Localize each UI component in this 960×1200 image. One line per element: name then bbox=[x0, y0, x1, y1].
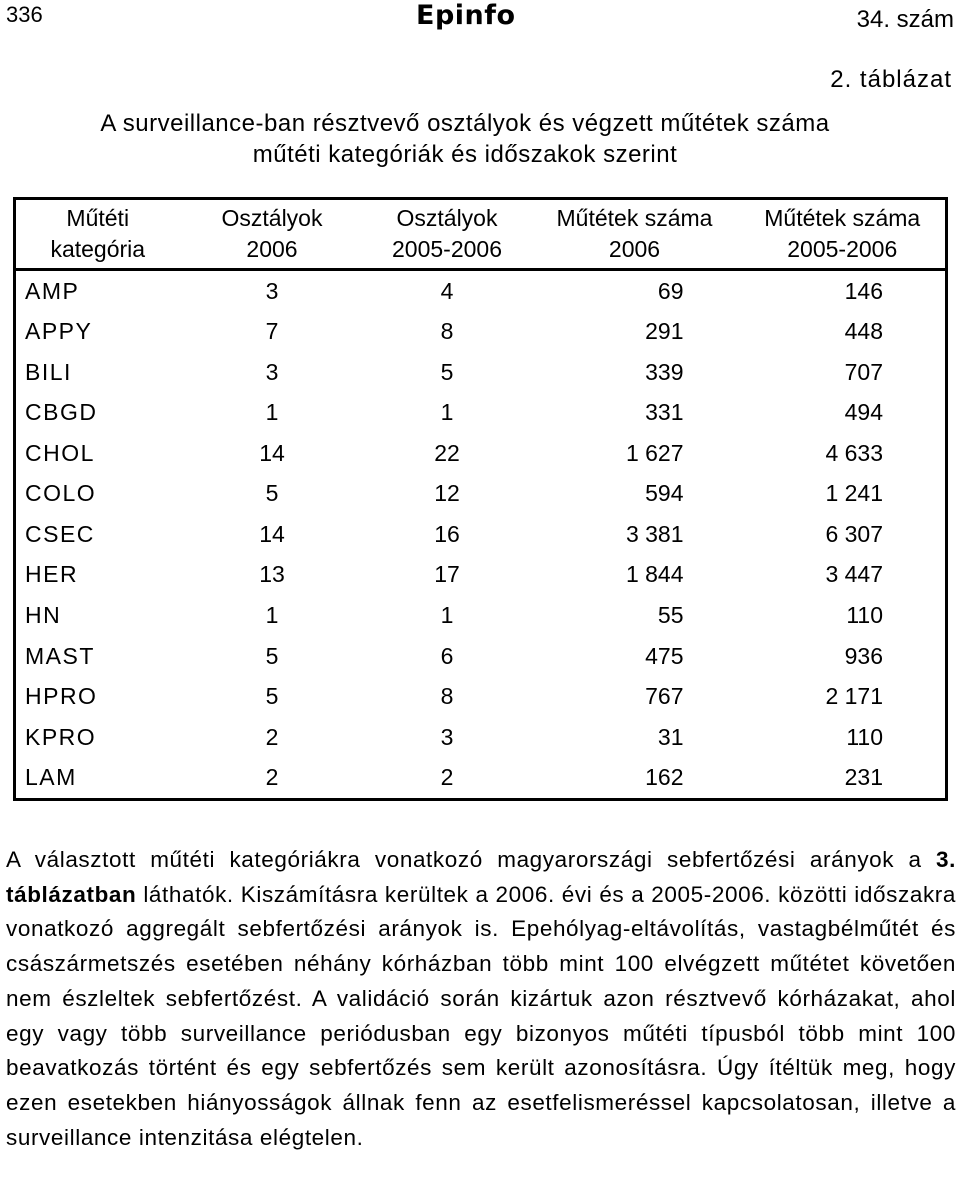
departments-2005-2006-cell: 2 bbox=[440, 764, 454, 791]
table-row bbox=[15, 757, 947, 799]
departments-2006-cell: 2 bbox=[265, 723, 279, 750]
epinfo-logo: Epinfo bbox=[416, 0, 516, 31]
table-title bbox=[20, 108, 910, 170]
operations-2005-2006-cell: 936 bbox=[844, 642, 883, 669]
table-header-row bbox=[15, 199, 947, 270]
departments-2005-2006-cell: 16 bbox=[434, 520, 460, 547]
category-cell: HN bbox=[25, 602, 62, 629]
table-row bbox=[15, 717, 947, 758]
operations-2006-cell: 69 bbox=[657, 277, 684, 304]
table-row bbox=[15, 352, 947, 393]
departments-2006-cell: 1 bbox=[265, 602, 279, 629]
table-reference: 3. táblázatban bbox=[6, 847, 956, 907]
surgery-table bbox=[13, 197, 948, 801]
departments-2006-cell: 14 bbox=[259, 520, 285, 547]
header-operations-2005-2006: Műtétek száma 2005-2006 bbox=[740, 199, 947, 270]
category-cell: HPRO bbox=[25, 683, 98, 710]
table-row bbox=[15, 312, 947, 353]
operations-2005-2006-cell: 448 bbox=[844, 318, 883, 345]
departments-2005-2006-cell: 1 bbox=[440, 399, 454, 426]
issue-number: 34. szám bbox=[856, 6, 954, 33]
category-cell: APPY bbox=[25, 318, 93, 345]
operations-2005-2006-cell: 110 bbox=[846, 602, 883, 629]
departments-2006-cell: 13 bbox=[259, 561, 285, 588]
departments-2006-cell: 5 bbox=[265, 480, 279, 507]
operations-2005-2006-cell: 6 307 bbox=[825, 520, 883, 547]
table-row bbox=[15, 514, 947, 555]
paragraph-part-1: A választott műtéti kategóriákra vonatkozó magyarországi sebfertőzési arányok a bbox=[6, 847, 937, 872]
departments-2005-2006-cell: 17 bbox=[434, 561, 460, 588]
operations-2006-cell: 331 bbox=[645, 399, 684, 426]
category-cell: CBGD bbox=[25, 399, 98, 426]
operations-2006-cell: 767 bbox=[645, 683, 684, 710]
departments-2005-2006-cell: 5 bbox=[440, 358, 454, 385]
operations-2005-2006-cell: 231 bbox=[844, 764, 883, 791]
header-operations-2006: Műtétek száma 2006 bbox=[530, 199, 740, 270]
departments-2006-cell: 7 bbox=[265, 318, 279, 345]
departments-2006-cell: 3 bbox=[265, 358, 279, 385]
header-category: Műtéti kategória bbox=[15, 199, 180, 270]
departments-2006-cell: 3 bbox=[265, 277, 279, 304]
body-paragraph bbox=[6, 843, 956, 1155]
operations-2005-2006-cell: 494 bbox=[844, 399, 883, 426]
operations-2005-2006-cell: 3 447 bbox=[825, 561, 883, 588]
operations-2006-cell: 339 bbox=[645, 358, 684, 385]
category-cell: AMP bbox=[25, 277, 80, 304]
category-cell: BILI bbox=[25, 358, 72, 385]
page-number: 336 bbox=[6, 2, 43, 27]
header-departments-2005-2006: Osztályok 2005-2006 bbox=[365, 199, 530, 270]
operations-2005-2006-cell: 2 171 bbox=[825, 683, 883, 710]
category-cell: MAST bbox=[25, 642, 95, 669]
table-row bbox=[15, 393, 947, 434]
table-title-line-2: műtéti kategóriák és időszakok szerint bbox=[252, 141, 678, 168]
table-row bbox=[15, 595, 947, 636]
category-cell: HER bbox=[25, 561, 79, 588]
departments-2006-cell: 2 bbox=[265, 764, 279, 791]
operations-2006-cell: 1 627 bbox=[625, 439, 684, 466]
departments-2005-2006-cell: 12 bbox=[434, 480, 460, 507]
table-row bbox=[15, 555, 947, 596]
operations-2006-cell: 162 bbox=[645, 764, 684, 791]
departments-2006-cell: 5 bbox=[265, 683, 279, 710]
departments-2006-cell: 14 bbox=[259, 439, 285, 466]
departments-2005-2006-cell: 22 bbox=[434, 439, 460, 466]
operations-2005-2006-cell: 4 633 bbox=[825, 439, 883, 466]
operations-2005-2006-cell: 146 bbox=[844, 277, 883, 304]
operations-2006-cell: 475 bbox=[645, 642, 684, 669]
operations-2005-2006-cell: 707 bbox=[844, 358, 883, 385]
departments-2006-cell: 5 bbox=[265, 642, 279, 669]
departments-2006-cell: 1 bbox=[265, 399, 279, 426]
table-row bbox=[15, 433, 947, 474]
departments-2005-2006-cell: 1 bbox=[440, 602, 454, 629]
category-cell: LAM bbox=[25, 764, 77, 791]
operations-2006-cell: 3 381 bbox=[625, 520, 684, 547]
table-title-line-1: A surveillance-ban résztvevő osztályok és végzett műtétek száma bbox=[100, 110, 830, 137]
operations-2005-2006-cell: 1 241 bbox=[825, 480, 883, 507]
table-row bbox=[15, 474, 947, 515]
table-row bbox=[15, 636, 947, 677]
operations-2006-cell: 1 844 bbox=[625, 561, 684, 588]
departments-2005-2006-cell: 6 bbox=[440, 642, 454, 669]
operations-2006-cell: 291 bbox=[645, 318, 684, 345]
operations-2006-cell: 31 bbox=[657, 723, 684, 750]
paragraph-part-2: láthatók. Kiszámításra kerültek a 2006. évi és a 2005-2006. közötti időszakra vonatkozó aggregált sebfertőzési arányok is. Epehólyag-eltávolítás, vastagbélműtét és császármetszés esetében néhány kórházban több mint 100 elvégzett műtétet követően nem észleltek sebfertőzést. A validáció során kizártuk azon résztvevő kórházakat, ahol egy vagy több surveillance periódusban egy bizonyos műtéti típusból több mint 100 beavatkozás történt és egy sebfertőzés sem került azonosításra. Úgy ítéltük meg, hogy ezen esetekben hiányosságok állnak fenn az esetfelismeréssel kapcsolatosan, illetve a surveillance intenzitása elégtelen. bbox=[6, 881, 956, 1150]
operations-2006-cell: 55 bbox=[657, 602, 684, 629]
table-row bbox=[15, 270, 947, 312]
departments-2005-2006-cell: 8 bbox=[440, 683, 454, 710]
departments-2005-2006-cell: 3 bbox=[440, 723, 454, 750]
category-cell: CSEC bbox=[25, 520, 95, 547]
departments-2005-2006-cell: 8 bbox=[440, 318, 454, 345]
table-row bbox=[15, 676, 947, 717]
operations-2005-2006-cell: 110 bbox=[846, 723, 883, 750]
departments-2005-2006-cell: 4 bbox=[440, 277, 454, 304]
header-departments-2006: Osztályok 2006 bbox=[180, 199, 365, 270]
category-cell: CHOL bbox=[25, 439, 95, 466]
operations-2006-cell: 594 bbox=[645, 480, 684, 507]
table-label: 2. táblázat bbox=[830, 66, 952, 93]
category-cell: KPRO bbox=[25, 723, 97, 750]
category-cell: COLO bbox=[25, 480, 97, 507]
